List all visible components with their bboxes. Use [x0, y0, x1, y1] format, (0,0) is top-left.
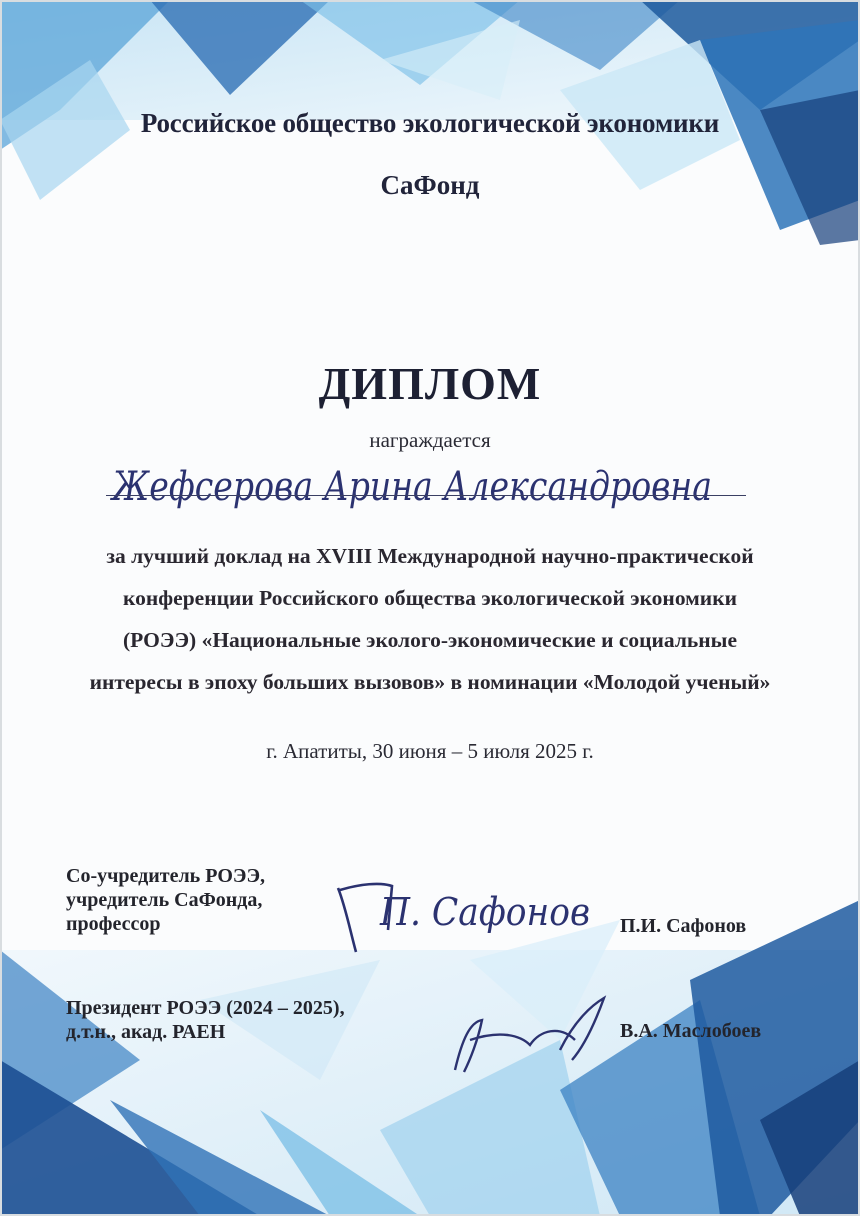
- signatory-1-name: П.И. Сафонов: [620, 915, 747, 937]
- award-reason-line: (РОЭЭ) «Национальные эколого-экономические и социальные: [123, 628, 737, 652]
- award-reason-line: за лучший доклад на XVIII Международной научно-практической: [106, 544, 754, 568]
- place-date: г. Апатиты, 30 июня – 5 июля 2025 г.: [266, 739, 594, 763]
- signatory-1-role-line: учредитель СаФонда,: [66, 889, 263, 911]
- organization-name: Российское общество экологической экономики: [140, 108, 720, 138]
- signatory-2-name: В.А. Маслобоев: [620, 1020, 762, 1042]
- signatory-2-role-line: д.т.н., акад. РАЕН: [66, 1021, 226, 1043]
- recipient-name-text: Жефсерова Арина Александровна: [109, 464, 713, 510]
- signatory-2-role-line: Президент РОЭЭ (2024 – 2025),: [66, 997, 345, 1019]
- signatory-1-role-line: профессор: [66, 913, 161, 935]
- fund-name: СаФонд: [380, 170, 480, 200]
- award-reason-line: конференции Российского общества экологической экономики: [123, 586, 737, 610]
- awarded-label: награждается: [369, 428, 491, 452]
- signature-1-text: П. Сафонов: [379, 890, 590, 934]
- diploma-title: ДИПЛОМ: [318, 358, 542, 409]
- award-reason-line: интересы в эпоху больших вызовов» в номинации «Молодой ученый»: [89, 670, 771, 694]
- signatory-1-role-line: Со-учредитель РОЭЭ,: [66, 865, 266, 887]
